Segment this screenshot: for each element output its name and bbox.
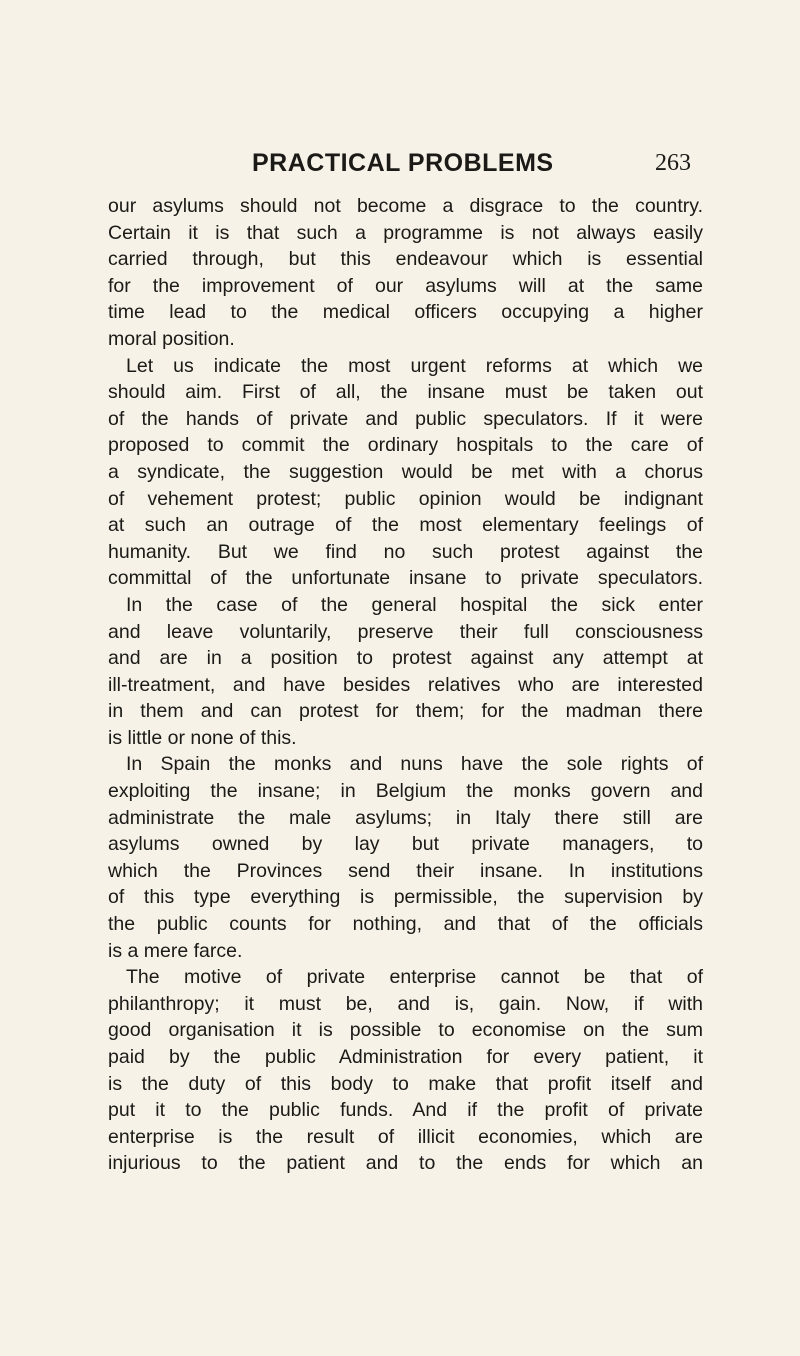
text-line: good organisation it is possible to economise on the sum [108,1019,703,1042]
text-line: moral position. [108,327,235,350]
text-line: at such an outrage of the most elementary feelings of [108,514,703,537]
text-line: The motive of private enterprise cannot be that of [126,966,703,989]
text-line: paid by the public Administration for every patient, it [108,1046,703,1068]
text-line: and are in a position to protest against any attempt at [108,647,703,670]
text-line: is the duty of this body to make that profit itself and [108,1072,703,1095]
text-line: in them and can protest for them; for the madman there [108,700,703,723]
running-head [0,146,800,180]
text-line: the public counts for nothing, and that of the officials [108,913,703,936]
text-line: In Spain the monks and nuns have the sole rights of [126,753,703,776]
text-line: put it to the public funds. And if the profit of private [108,1099,703,1122]
page-number: 263 [655,150,691,176]
text-line: proposed to commit the ordinary hospitals to the care of [108,434,703,457]
text-line: should aim. First of all, the insane must be taken out [108,381,703,404]
text-line: humanity. But we find no such protest against the [108,540,703,563]
text-line: Let us indicate the most urgent reforms at which we [126,354,703,377]
text-line: philanthropy; it must be, and is, gain. Now, if with [108,992,703,1015]
body-text [108,193,703,1177]
running-title: PRACTICAL PROBLEMS [252,149,554,177]
text-line: is little or none of this. [108,726,297,749]
text-line: ill-treatment, and have besides relatives who are interested [108,673,703,696]
text-line: Certain it is that such a programme is not always easily [108,221,703,244]
text-line: which the Provinces send their insane. In institutions [108,859,703,882]
text-line: In the case of the general hospital the sick enter [126,593,703,616]
text-line: injurious to the patient and to the ends for which an [108,1152,703,1175]
text-line: of vehement protest; public opinion would be indignant [108,487,703,510]
text-line: enterprise is the result of illicit economies, which are [108,1125,703,1148]
text-line: for the improvement of our asylums will at the same [108,274,703,297]
text-line: asylums owned by lay but private managers, to [108,833,703,856]
text-line: and leave voluntarily, preserve their full consciousness [108,620,703,643]
text-line: of this type everything is permissible, the supervision by [108,886,703,909]
text-line: a syndicate, the suggestion would be met with a chorus [108,460,703,483]
text-line: exploiting the insane; in Belgium the monks govern and [108,780,703,803]
text-line: time lead to the medical officers occupying a higher [108,301,703,324]
text-line: our asylums should not become a disgrace to the country. [108,195,703,217]
text-line: of the hands of private and public speculators. If it were [108,407,703,430]
text-line: administrate the male asylums; in Italy there still are [108,806,703,829]
text-line: carried through, but this endeavour which is essential [108,248,703,271]
text-line: is a mere farce. [108,939,243,962]
text-line: committal of the unfortunate insane to private speculators. [108,567,703,590]
